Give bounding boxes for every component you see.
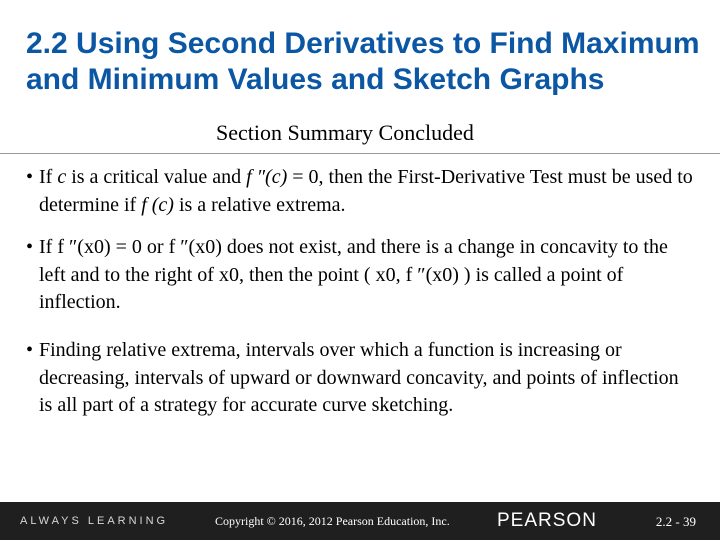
bullet-marker: •	[26, 166, 34, 188]
bullet-text: Finding relative extrema, intervals over which a function is increasing or decreasing, intervals of upward or downward concavity, and points of inflection is all part of a strategy for accurate curve sketching.	[39, 339, 679, 416]
bullet-item-2	[26, 234, 696, 317]
title-divider	[0, 153, 720, 154]
footer-bar	[0, 502, 720, 540]
footer-tagline: ALWAYS LEARNING	[20, 515, 169, 527]
bullet-marker: •	[26, 339, 34, 361]
slide-subtitle: Section Summary Concluded	[216, 120, 474, 145]
bullet-text: If c is a critical value and f ″(c) = 0, then the First-Derivative Test must be used to determine if f (c) is a relative extrema.	[39, 166, 693, 216]
pearson-logo: PEARSON	[497, 510, 597, 531]
bullet-item-1	[26, 164, 696, 219]
page-number: 2.2 - 39	[655, 514, 696, 529]
bullet-item-3	[26, 337, 696, 420]
bullet-text: If f ″(x0) = 0 or f ″(x0) does not exist, and there is a change in concavity to the left and to the right of x0, then the point ( x0, f ″(x0) ) is called a point of inflection.	[39, 236, 668, 313]
slide-title: 2.2 Using Second Derivatives to Find Maximum and Minimum Values and Sketch Graphs	[26, 27, 700, 96]
copyright-notice: Copyright © 2016, 2012 Pearson Education, Inc.	[215, 514, 450, 528]
bullet-marker: •	[26, 236, 34, 258]
